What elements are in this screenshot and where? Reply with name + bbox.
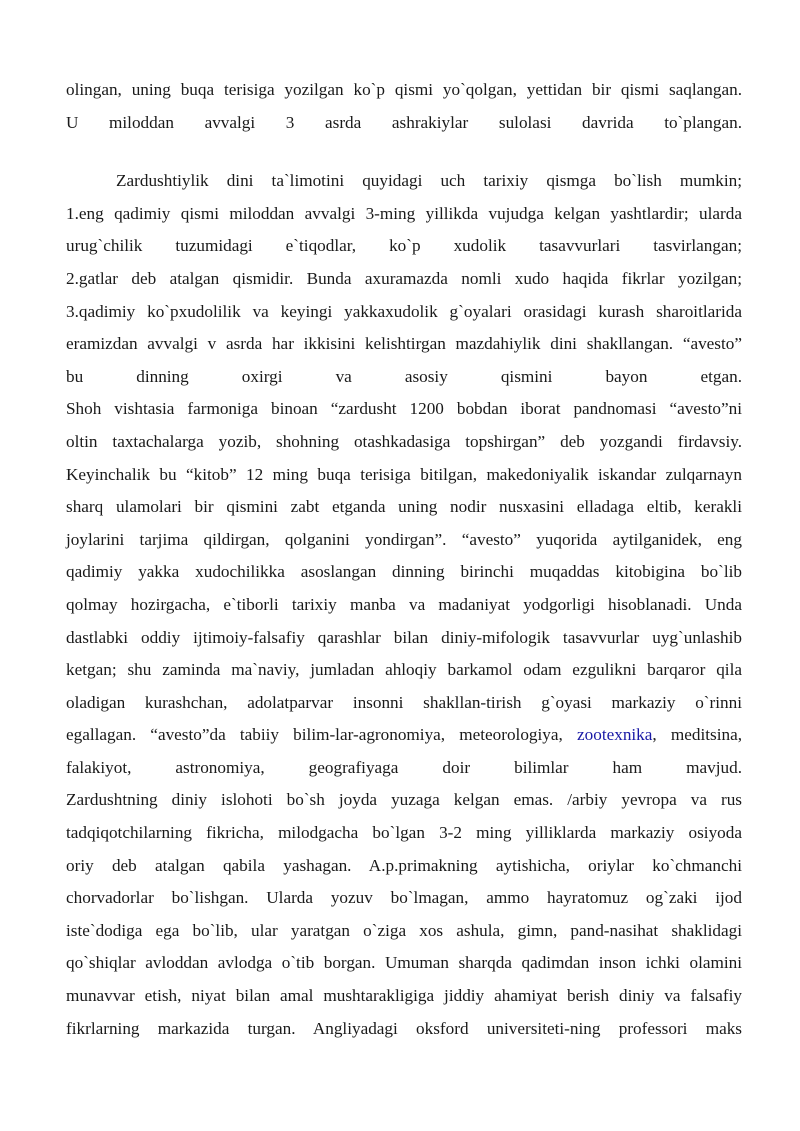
text-line-3: Zardushtiylik dini ta`limotini quyidagi uch tarixiy qismga bo`lish mumkin;	[116, 171, 742, 191]
text-line-9: bu dinning oxirgi va asosiy qismini bayon etgan.	[66, 366, 742, 386]
zootexnika-link[interactable]: zootexnika	[577, 725, 653, 745]
text-line-24: oriy deb atalgan qabila yashagan. A.p.primakning aytishicha, oriylar ko`chmanchi	[66, 855, 742, 875]
text-line-17: dastlabki oddiy ijtimoiy-falsafiy qarashlar bilan diniy-mifologik tasavvurlar uyg`unlashib	[66, 627, 742, 647]
text-line-28: munavvar etish, niyat bilan amal mushtarakligiga jiddiy ahamiyat berish diniy va falsafiy	[66, 986, 742, 1006]
text-line-27: qo`shiqlar avloddan avlodga o`tib borgan. Umuman sharqda qadimdan inson ichki olamini	[66, 953, 742, 973]
text-line-13: sharq ulamolari bir qismini zabt etganda uning nodir nusxasini elladaga eltib, kerakli	[66, 497, 742, 517]
text-line-2: U miloddan avvalgi 3 asrda ashrakiylar sulolasi davrida to`plangan.	[66, 112, 742, 132]
text-line-25: chorvadorlar bo`lishgan. Ularda yozuv bo`lmagan, ammo hayratomuz og`zaki ijod	[66, 888, 742, 908]
text-line-20	[66, 719, 742, 752]
text-line-7: 3.qadimiy ko`pxudolilik va keyingi yakkaxudolik g`oyalari orasidagi kurash sharoitlarida	[66, 301, 742, 321]
text-line-11: oltin taxtachalarga yozib, shohning otashkadasiga topshirgan” deb yozgandi firdavsiy.	[66, 431, 742, 451]
text-line-8: eramizdan avvalgi v asrda har ikkisini kelishtirgan mazdahiylik dini shakllangan. “avesto”	[66, 334, 742, 354]
text-line-1: olingan, uning buqa terisiga yozilgan ko`p qismi yo`qolgan, yettidan bir qismi saqlangan.	[66, 80, 742, 99]
paragraph-gap	[66, 139, 742, 165]
text-line-10: Shoh vishtasia farmoniga binoan “zardusht 1200 bobdan iborat pandnomasi “avesto”ni	[66, 399, 742, 419]
text-line-23: tadqiqotchilarning fikricha, milodgacha bo`lgan 3-2 ming yilliklarda markaziy osiyoda	[66, 823, 742, 843]
text-line-20-start: egallagan. “avesto”da tabiiy bilim-lar-agronomiya, meteorologiya,	[66, 725, 577, 745]
document-page	[66, 74, 742, 1045]
text-line-19: oladigan kurashchan, adolatparvar insonni shakllan-tirish g`oyasi markaziy o`rinni	[66, 692, 742, 712]
text-line-14: joylarini tarjima qildirgan, qolganini yondirgan”. “avesto” yuqorida aytilganidek, eng	[66, 529, 742, 549]
text-line-15: qadimiy yakka xudochilikka asoslangan dinning birinchi muqaddas kitobigina bo`lib	[66, 562, 742, 582]
text-line-18: ketgan; shu zaminda ma`naviy, jumladan ahloqiy barkamol odam ezgulikni barqaror qila	[66, 660, 742, 680]
text-line-22: Zardushtning diniy islohoti bo`sh joyda yuzaga kelgan emas. /arbiy yevropa va rus	[66, 790, 742, 810]
text-line-26: iste`dodiga ega bo`lib, ular yaratgan o`ziga xos ashula, gimn, pand-nasihat shaklidagi	[66, 920, 742, 940]
text-line-21: falakiyot, astronomiya, geografiyaga doir bilimlar ham mavjud.	[66, 757, 742, 777]
text-line-4: 1.eng qadimiy qismi miloddan avvalgi 3-ming yillikda vujudga kelgan yashtlardir; ularda	[66, 203, 742, 223]
text-line-20-end: , meditsina,	[652, 725, 742, 745]
text-line-5: urug`chilik tuzumidagi e`tiqodlar, ko`p xudolik tasavvurlari tasvirlangan;	[66, 236, 742, 256]
text-line-12: Keyinchalik bu “kitob” 12 ming buqa terisiga bitilgan, makedoniyalik iskandar zulqarnayn	[66, 464, 742, 484]
text-line-6: 2.gatlar deb atalgan qismidir. Bunda axuramazda nomli xudo haqida fikrlar yozilgan;	[66, 268, 742, 288]
text-line-29: fikrlarning markazida turgan. Angliyadagi oksford universiteti-ning professori maks	[66, 1018, 742, 1038]
text-line-16: qolmay hozirgacha, e`tiborli tarixiy manba va madaniyat yodgorligi hisoblanadi. Unda	[66, 594, 742, 614]
